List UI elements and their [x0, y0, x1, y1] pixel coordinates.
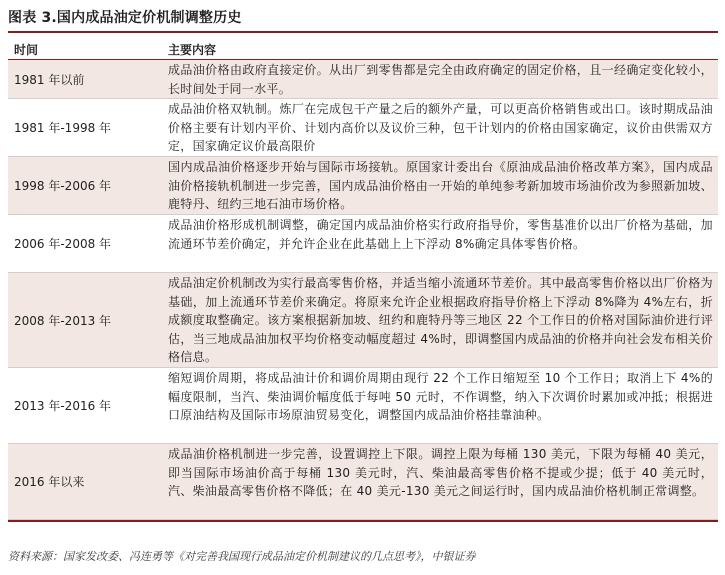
table-body — [8, 60, 718, 520]
period-cell: 2016 年以来 — [14, 475, 85, 489]
table-row — [8, 99, 718, 157]
source-note: 资料来源：国家发改委、冯连勇等《对完善我国现行成品油定价机制建议的几点思考》，中银证券 — [8, 550, 476, 563]
period-cell: 2008 年-2013 年 — [14, 313, 112, 328]
header-time: 时间 — [14, 43, 39, 57]
bottom-rule — [8, 520, 718, 522]
content-cell: 成品油价格由政府直接定价。从出厂到零售都是完全由政府确定的固定价格，且一经确定变化较小，长时间处于同一水平。 — [168, 63, 713, 96]
content-cell: 成品油价格形成机制调整，确定国内成品油价格实行政府指导价，零售基准价以出厂价格为基础，加流通环节差价确定，并允许企业在此基础上上下浮动 8%确定具体零售价格。 — [168, 218, 713, 251]
period-cell: 1998 年-2006 年 — [14, 179, 112, 193]
header-content: 主要内容 — [168, 43, 217, 57]
content-cell: 成品油价格机制进一步完善，设置调控上下限。调控上限为每桶 130 美元，下限为每桶 40 美元，即当国际市场油价高于每桶 130 美元时，汽、柴油最高零售价格不提或少提；低于 40 美元时，汽、柴油最高零售价格不降低；在 40 美元-130 美元之间运行时，国内成品油价格机制正常调整。 — [168, 447, 713, 499]
period-cell: 2013 年-2016 年 — [14, 399, 112, 413]
table-row — [8, 444, 718, 520]
table-row — [8, 215, 718, 273]
content-cell: 成品油价格双轨制。炼厂在完成包干产量之后的额外产量，可以更高价格销售或出口。该时期成品油价格主要有计划内平价、计划内高价以及议价三种，包干计划内的价格由国家确定，议价由供需双方定，国家确定议价最高限价 — [168, 102, 713, 154]
table-header — [8, 37, 718, 57]
period-cell: 1981 年以前 — [14, 72, 85, 87]
period-cell: 2006 年-2008 年 — [14, 237, 112, 251]
table-row — [8, 273, 718, 368]
content-cell: 成品油定价机制改为实行最高零售价格，并适当缩小流通环节差价。其中最高零售价格以出厂价格为基础，加上流通环节差价来确定。将原来允许企业根据政府指导价格上下浮动 8%降为 4%左右，折成额度取整确定。该方案根据新加坡、纽约和鹿特丹等三地区 22 个工作日的价格对国际油价进行评估，当三地成品油加权平均价格变动幅度超过 4%时，即调整国内成品油的价格并向社会发布相关价格信息。 — [168, 276, 713, 365]
figure-title: 图表 3.国内成品油定价机制调整历史 — [8, 10, 242, 26]
content-cell: 缩短调价周期，将成品油计价和调价周期由现行 22 个工作日缩短至 10 个工作日；取消上下 4%的幅度限制，当汽、柴油调价幅度低于每吨 50 元时，不作调整，纳入下次调价时累加或冲抵；根据进口原油结构及国际市场原油贸易变化，调整国内成品油价格挂靠油种。 — [168, 371, 713, 423]
top-rule — [8, 31, 718, 33]
table-row — [8, 157, 718, 215]
table-row — [8, 368, 718, 444]
table-row — [8, 60, 718, 99]
content-cell: 国内成品油价格逐步开始与国际市场接轨。原国家计委出台《原油成品油价格改革方案》，国内成品油价格接轨机制进一步完善，国内成品油价格由一开始的单纯参考新加坡市场油价改为参照新加坡、鹿特丹、纽约三地石油市场价格。 — [168, 160, 713, 212]
period-cell: 1981 年-1998 年 — [14, 121, 112, 135]
